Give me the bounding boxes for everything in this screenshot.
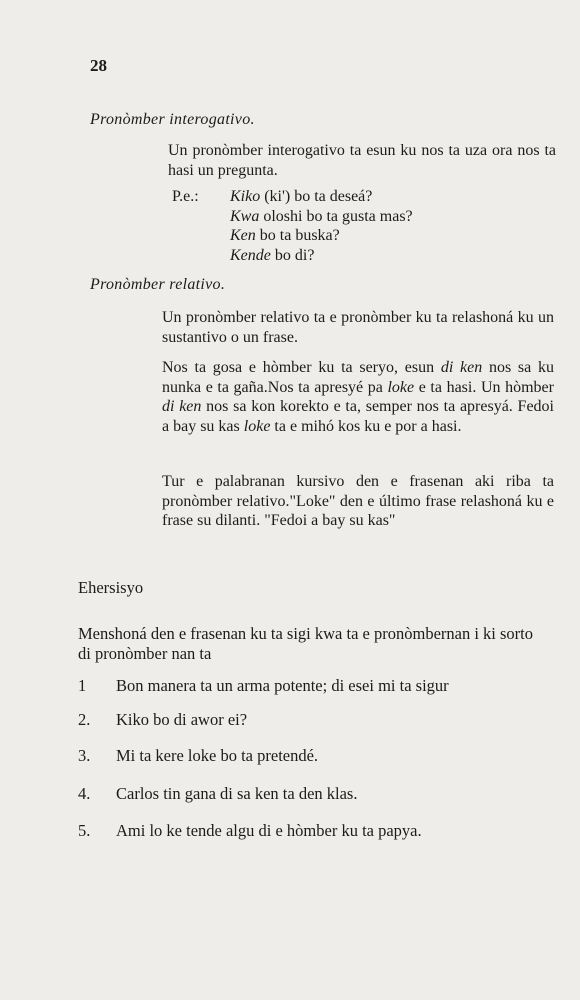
item-number: 4. (78, 784, 91, 803)
italic-pronoun: di ken (162, 398, 202, 415)
item-text: Kiko bo di awor ei? (116, 710, 248, 729)
exercise-instruction: Menshoná den e frasenan ku ta sigi kwa ta e pronòmbernan i ki sorto di pronòmber nan ta (78, 624, 533, 663)
item-text: Bon manera ta un arma potente; di esei mi ta sigur (116, 676, 449, 695)
heading-relativo: Pronòmber relativo. (90, 276, 226, 293)
example-pronoun: Ken (230, 227, 256, 244)
text-run: nos sa ku nunka e ta gaña.Nos ta apresyé pa (162, 359, 554, 396)
paragraph-relativo-note: Tur e palabranan kursivo den e frasenan aki riba ta pronòmber relativo."Loke" den e último frase relashoná ku e frase su dilanti. "Fedoi a bay su kas" (162, 473, 554, 529)
item-text: Ami lo ke tende algu di e hòmber ku ta papya. (116, 821, 422, 840)
italic-pronoun: loke (387, 378, 415, 396)
example-rest: bo di? (270, 246, 315, 264)
item-number: 1 (78, 676, 87, 695)
example-pronoun: Kwa (230, 207, 260, 225)
italic-pronoun: di ken (440, 359, 483, 376)
example-rest: oloshi bo ta gusta mas? (259, 207, 413, 225)
definition-relativo: Un pronòmber relativo ta e pronòmber ku ta relashoná ku un sustantivo o un frase. (162, 309, 554, 346)
example-pronoun: Kiko (230, 188, 261, 205)
example-rest: (ki') bo ta deseá? (260, 188, 373, 205)
example-line (230, 246, 413, 266)
example-list (230, 187, 413, 265)
text-run: Nos ta gosa e hòmber ku ta seryo, esun (162, 359, 441, 376)
heading-exercise: Ehersisyo (78, 578, 144, 597)
item-number: 5. (78, 821, 91, 840)
text-run: e ta hasi. Un hòmber (414, 378, 554, 396)
example-pronoun: Kende (230, 246, 271, 264)
item-text: Carlos tin gana di sa ken ta den klas. (116, 784, 358, 803)
example-line (230, 207, 413, 227)
text-run: ta e mihó kos ku e por a hasi. (270, 417, 462, 435)
italic-pronoun: loke (243, 417, 271, 435)
item-number: 2. (78, 710, 91, 729)
page-number: 28 (90, 56, 107, 75)
heading-interogativo: Pronòmber interogativo. (90, 111, 255, 128)
paragraph-relativo-examples (162, 358, 554, 436)
item-text: Mi ta kere loke bo ta pretendé. (116, 746, 319, 765)
text-run: nos sa kon korekto e ta, semper nos ta apresyá. Fedoi a bay su kas (162, 398, 555, 435)
example-line (230, 226, 413, 246)
definition-interogativo: Un pronòmber interogativo ta esun ku nos ta uza ora nos ta hasi un pregunta. (168, 142, 556, 179)
example-label: P.e.: (172, 188, 199, 205)
item-number: 3. (78, 746, 91, 765)
example-rest: bo ta buska? (255, 227, 340, 244)
example-line (230, 187, 413, 207)
